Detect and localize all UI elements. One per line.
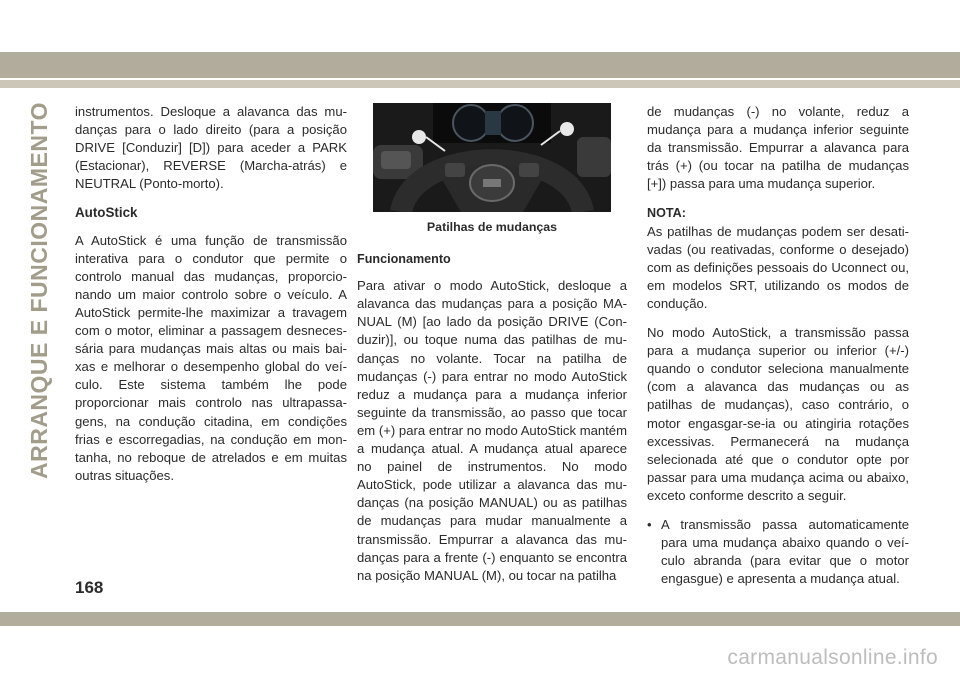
note-title: NOTA: [647,206,686,221]
funcionamento-heading: Funcionamento [357,252,451,267]
section-side-tab [22,100,58,480]
footer-band [0,612,960,626]
page-number: 168 [75,578,104,597]
text-column-left [75,103,347,496]
text-column-right [647,103,909,588]
autostick-behaviour-paragraph: No modo AutoStick, a transmissão passa para a mudança superior ou inferior (+/-) quando o condutor seleciona manualmente (com a alavanca das mudanças ou as patilhas de mudanças), caso contrário, o motor engasgar-se-ia ou atingiria rotações excessivas. Permanecerá na mudança selecionada até que o condutor opte por passar para uma mudança acima ou abaixo, exceto conforme descrito a seguir. [647,325,909,503]
bullet-text: A transmissão passa automaticamente para uma mudança abaixo quando o veículo abranda (para evitar que o motor engasgue) e apresenta a mudança atual. [661,516,909,587]
section-side-tab-label: ARRANQUE E FUNCIONAMENTO [26,101,53,479]
bullet-item [647,516,909,588]
autostick-heading: AutoStick [75,205,138,221]
watermark: carmanualsonline.info [727,646,938,669]
autostick-paragraph: A AutoStick é uma função de transmissão interativa para o condutor que permite o controlo manual das mudanças, proporcionando um maior controlo sobre o veículo. A AutoStick permite-lhe maximizar a travagem com o motor, eliminar a passagem desnecessária para mudanças mais altas ou mais baixas e melhorar o desempenho global do veículo. Este sistema também lhe pode proporcionar mais controlo nas ultrapassagens, na condução citadina, em condições frias e escorregadias, na condução em montanha, no reboque de atrelados e em muitas outras situações. [75,232,347,483]
continuation-paragraph: instrumentos. Desloque a alavanca das mudanças para o lado direito (para a posição DRIVE [Conduzir] [D]) para aceder a PARK (Estacionar), REVERSE (Marcha-atrás) e NEUTRAL (Ponto-morto). [75,104,347,192]
photo-caption: Patilhas de mudanças [426,220,558,234]
funcionamento-paragraph: Para ativar o modo AutoStick, desloque a alavanca das mudanças para a posição MANUAL (M) [ao lado da posição DRIVE (Conduzir)], ou toque numa das patilhas de mudanças no volante. Tocar na patilha de mudanças (-) para entrar no modo AutoStick reduz a mudança para a mudança inferior seguinte da transmissão, ao passo que tocar em (+) para entrar no modo AutoStick mantém a mudança atual. A mudança atual aparece no painel de instrumentos. No modo AutoStick, pode utilizar a alavanca das mudanças (na posição MANUAL) ou as patilhas de mudanças para mudar manualmente a transmissão. Empurrar a alavanca das mudanças para a frente (-) enquanto se encontra na posição MANUAL (M), ou tocar na patilha [357,278,627,583]
header-band [0,52,960,78]
bullet-marker: • [647,516,652,532]
steering-wheel-photo [373,103,611,212]
steering-wheel-illustration [373,103,611,212]
text-column-middle [357,103,627,596]
continuation-paragraph-right: de mudanças (-) no volante, reduz a mudança para a mudança inferior seguinte da transmissão. Empurrar a alavanca para trás (+) (ou tocar na patilha de mudanças [+]) passa para uma mudança superior. [647,104,909,192]
header-band-stripe [0,80,960,88]
note-paragraph: As patilhas de mudanças podem ser desativadas (ou reativadas, conforme o desejado) com as definições pessoais do Uconnect ou, em modelos SRT, utilizando os modos de condução. [647,223,909,311]
